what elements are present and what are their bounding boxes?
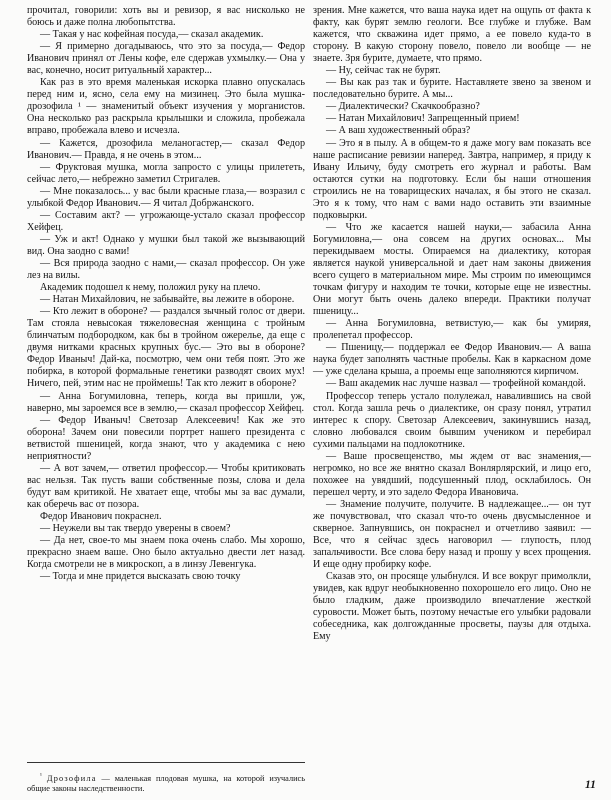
continued-paragraph: зрения. Мне кажется, что ваша наука идет на ощупь от факта к факту, как бурят землю геологи. Все глубже и глубже. Вам кажется, что скважина идет прямо, а ее повело куда-то в сторону. В какую сторону повело, повело ли вообще — не знаете. Зря бурите, думаете, что прямо. bbox=[313, 5, 591, 65]
right-text-column bbox=[313, 5, 591, 643]
paragraph: — Неужели вы так твердо уверены в своем? bbox=[40, 523, 231, 535]
page-number: 11 bbox=[585, 779, 596, 791]
paragraph: — Тогда и мне придется высказать свою точку bbox=[40, 571, 241, 583]
paragraph: — Пшеницу,— поддержал ее Федор Иванович.— А ваша наука будет заполнять частные пробелы. Как в каркасном доме — уже сделана крыша, а проемы еще заполняются кирпичом. bbox=[313, 342, 591, 378]
paragraph: — Федор Иваныч! Светозар Алексеевич! Как же это оборона! Зачем они повесили портрет нашего президента с ветвистой пшеницей, когда знают, что у академика с нею неприятности? bbox=[27, 414, 305, 462]
paragraph: — Что же касается нашей науки,— забасила Анна Богумиловна,— она совсем на других основах... Мы перекидываем мосты. Опираемся на диалектику, которая является наукой универсальной и дает нам законы движения всего сущего в материальном мире. Мы строим по имеющимся точкам фигуру и находим те точки, которые еще не известны. Они могут быть очень далеко впереди. Практики получат пшеницу... bbox=[313, 221, 591, 318]
paragraph: Профессор теперь устало полулежал, навалившись на свой стол. Когда зашла речь о диалектике, он сразу понял, утратил интерес к спору. Светозар Алексеевич, закинувшись назад, словно любовался своим бывшим учеником и перебирал сухими пальцами на подлокотнике. bbox=[313, 390, 591, 450]
paragraph: — Фруктовая мушка, могла запросто с улицы прилететь, сейчас лето,— небрежно заметил Стригалев. bbox=[27, 161, 305, 185]
paragraph: — Такая у нас кофейная посуда,— сказал академик. bbox=[40, 29, 264, 41]
paragraph: — Вся природа заодно с нами,— сказал профессор. Он уже лез на вилы. bbox=[27, 257, 305, 282]
paragraph: — Анна Богумиловна, ветвистую,— как бы умиряя, пролепетал профессор. bbox=[313, 318, 591, 342]
paragraph: — Да нет, свое-то мы знаем пока очень слабо. Мы хорошо, прекрасно знаем ваше. Оно было актуально двести лет назад. Когда смотрели не в микроскоп, а в линзу Левенгука. bbox=[27, 535, 305, 571]
continued-paragraph: прочитал, говорили: хоть вы и ревизор, я вас нисколько не боюсь и даже полна любопытства. bbox=[27, 5, 305, 29]
paragraph: — Ваше просвещенство, мы ждем от вас знамения,— негромко, но все же внятно сказал Вонлярлярский, и лицо его, похожее на увядший, подсушенный плод, осклабилось. Он перешел черту, и это задело Федора Ивановича. bbox=[313, 450, 591, 498]
footnote-marker: ¹ bbox=[40, 772, 42, 780]
paragraph: — Составим акт? — угрожающе-устало сказал профессор Хейфец. bbox=[27, 209, 305, 233]
paragraph: Сказав это, он просяще улыбнулся. И все вокруг примолкли, увидев, как вдруг необыкновенно похорошело его лицо. Оно не было гладким, даже производило впечатление жесткой суровости. Может быть, поэтому нечастые его улыбки радовали собеседника, как долгожданные просветы, паузы для отдыха. Ему bbox=[313, 571, 591, 643]
paragraph: — Я примерно догадываюсь, что это за посуда,— Федор Иванович принял от Лены кофе, еле сдержав ухмылку.— Она у вас, конечно, носит ритуальный характер... bbox=[27, 41, 305, 77]
footnote-text bbox=[27, 774, 305, 793]
paragraph: Как раз в это время маленькая искорка плавно опускалась перед ним и, ясно, села ему на мизинец. Это была мушка-дрозофила ¹ — знаменитый объект изучения у морганистов. Она несколько раз раскрыла крылышки и сложила, пробежала вправо, пробежала влево и исчезла. bbox=[27, 77, 305, 137]
paragraph: Федор Иванович покраснел. bbox=[40, 510, 162, 522]
paragraph: — Диалектически? Скачкообразно? bbox=[326, 101, 480, 113]
paragraph: — Мне показалось... у вас были красные глаза,— возразил с улыбкой Федор Иванович.— Я читал Добржанского. bbox=[27, 185, 305, 209]
paragraph: — Кто лежит в обороне? — раздался зычный голос от двери. Там стояла невысокая тяжеловесная женщина с тройным блинчатым подбородком, как бы в тройном ожерелье, да еще с двумя нитками красных крупных бус.— Это вы в обороне? Федор Иваныч! Дай-ка, посмотрю, чем они тебя поят. Это же побирка, в которой формальные генетики разводят своих мух! Ничего, пей, этим нас не проймешь! Так кто лежит в обороне? bbox=[27, 306, 305, 390]
paragraph: — Натан Михайлович, не забывайте, вы лежите в обороне. bbox=[40, 294, 295, 306]
paragraph: Академик подошел к нему, положил руку на плечо. bbox=[40, 282, 261, 294]
footnote-term: Дрозофила bbox=[46, 774, 97, 784]
paragraph: — Ну, сейчас так не бурят. bbox=[326, 65, 441, 77]
paragraph: — Уж и акт! Однако у мушки был такой же вызывающий вид. Она заодно с вами! bbox=[27, 233, 305, 257]
paragraph: — А вот зачем,— ответил профессор.— Чтобы критиковать вас нельзя. Так пусть ваши собственные позы, слова и дела будут вам критикой. Не хватает еще, чтобы мы за вас думали, как оберечь вас от позора. bbox=[27, 462, 305, 510]
paragraph: — Знамение получите, получите. В надлежащее...— он тут же почувствовал, что сказал что-то очень двусмысленное и скверное. Запнувшись, он покраснел и отчетливо заявил: — Все, что я сейчас здесь наговорил — глупость, плод запальчивости. Все слова беру назад и прошу у всех прощения. И еще одну пробирку кофе. bbox=[313, 498, 591, 571]
paragraph: — Ваш академик нас лучше назвал — трофейной командой. bbox=[326, 378, 586, 390]
paragraph: — Натан Михайлович! Запрещенный прием! bbox=[326, 113, 520, 125]
footnote-body: — маленькая плодовая мушка, на которой изучались общие законы наследственности. bbox=[27, 774, 305, 793]
paragraph: — Это я в пылу. А в общем-то я даже могу вам показать все наше расписание ревизии наперед. Завтра, например, я приду к Ивану Ильичу, буду смотреть его журнал и работы. Вам остаются сутки на подготовку. Если бы наши отношения строились не на товарищеских началах, я бы этого не сказал. Это я к тому, что нам с вами надо оставить эти взаимные подковырки. bbox=[313, 137, 591, 221]
footnote bbox=[27, 762, 305, 802]
left-text-column bbox=[27, 5, 305, 583]
paragraph: — Вы как раз так и бурите. Наставляете звено за звеном и последовательно бурите. А мы... bbox=[313, 77, 591, 101]
paragraph: — Кажется, дрозофила меланогастер,— сказал Федор Иванович.— Правда, я не очень в этом... bbox=[27, 137, 305, 161]
paragraph: — Анна Богумиловна, теперь, когда вы пришли, уж, наверно, мы зароемся все в землю,— сказал профессор Хейфец. bbox=[27, 390, 305, 414]
paragraph: — А ваш художественный образ? bbox=[326, 125, 471, 137]
